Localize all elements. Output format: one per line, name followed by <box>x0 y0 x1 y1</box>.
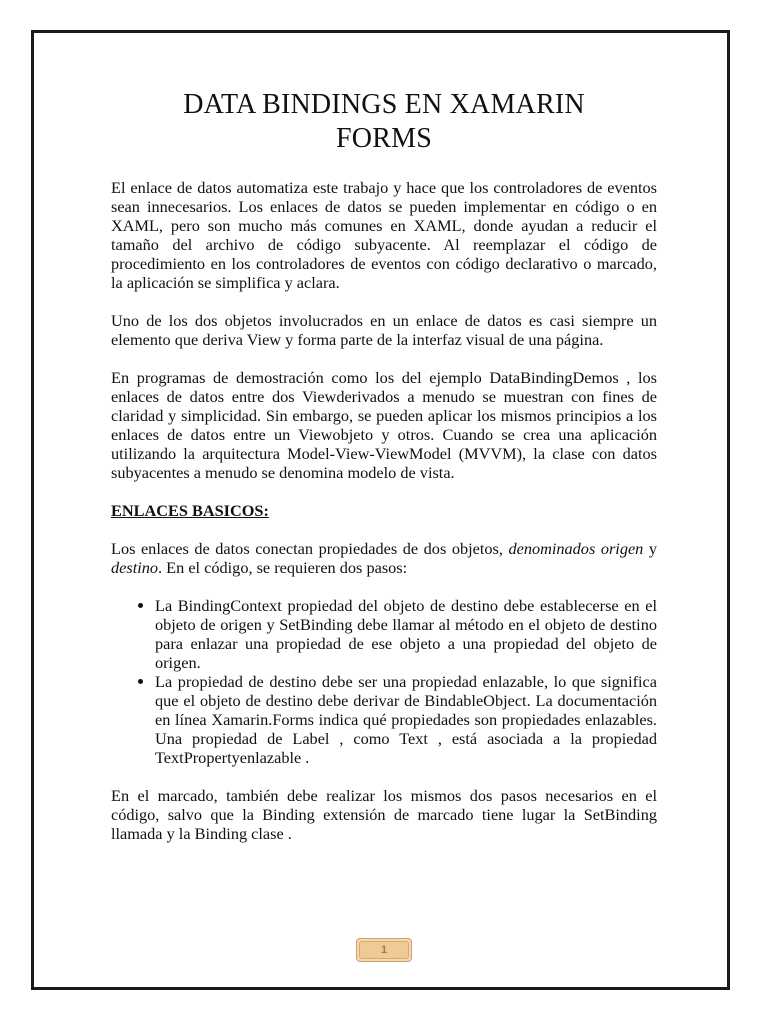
paragraph-intro: El enlace de datos automatiza este trabajo y hace que los controladores de eventos sean innecesarios. Los enlaces de datos se pueden implementar en código o en XAML, pero son mucho más comunes en XAML, donde ayudan a reducir el tamaño del archivo de código subyacente. Al reemplazar el código de procedimiento en los controladores de eventos con código declarativo o marcado, la aplicación se simplifica y aclara. <box>111 178 657 292</box>
title-line-1: DATA BINDINGS EN XAMARIN <box>183 89 585 120</box>
section-heading: ENLACES BASICOS: <box>111 501 269 520</box>
paragraph-markup: En el marcado, también debe realizar los mismos dos pasos necesarios en el código, salvo que la Binding extensión de marcado tiene lugar la SetBinding llamada y la Binding clase . <box>111 786 657 843</box>
steps-italic-destino: destino <box>111 558 159 577</box>
page-number: 1 <box>359 941 409 959</box>
steps-text-3: . En el código, se requieren dos pasos: <box>158 558 408 577</box>
document-body <box>111 88 657 862</box>
steps-text-2: y <box>643 539 658 558</box>
document-title <box>111 88 657 156</box>
list-item: • La propiedad de destino debe ser una propiedad enlazable, lo que significa que el objeto de destino debe derivar de BindableObject. La documentación en línea Xamarin.Forms indica qué propiedades son propiedades enlazables. Una propiedad de Label , como Text , está asociada a la propiedad TextPropertyenlazable . <box>155 672 657 767</box>
page-number-badge <box>356 938 412 962</box>
steps-list <box>111 596 657 767</box>
steps-italic-origen: denominados origen <box>508 539 644 558</box>
paragraph-steps <box>111 539 657 577</box>
paragraph-view: Uno de los dos objetos involucrados en un enlace de datos es casi siempre un elemento que deriva View y forma parte de la interfaz visual de una página. <box>111 311 657 349</box>
list-item: • La BindingContext propiedad del objeto de destino debe establecerse en el objeto de origen y SetBinding debe llamar al método en el objeto de destino para enlazar una propiedad de ese objeto a una propiedad del objeto de origen. <box>155 596 657 672</box>
paragraph-demos: En programas de demostración como los del ejemplo DataBindingDemos , los enlaces de datos entre dos Viewderivados a menudo se muestran con fines de claridad y simplicidad. Sin embargo, se pueden aplicar los mismos principios a los enlaces de datos entre un Viewobjeto y otros. Cuando se crea una aplicación utilizando la arquitectura Model-View-ViewModel (MVVM), la clase con datos subyacentes a menudo se denomina modelo de vista. <box>111 368 657 482</box>
title-line-2: FORMS <box>336 123 432 154</box>
steps-text-1: Los enlaces de datos conectan propiedades de dos objetos, <box>111 539 509 558</box>
